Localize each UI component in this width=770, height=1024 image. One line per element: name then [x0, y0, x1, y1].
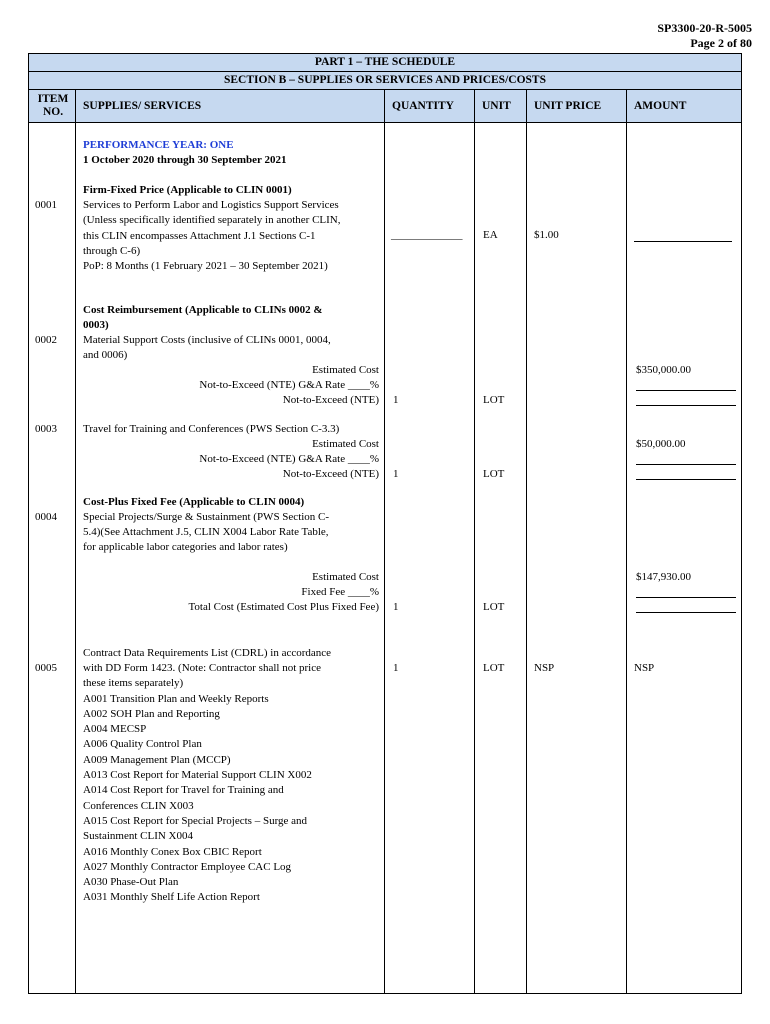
cdrl-line: these items separately) — [83, 677, 184, 690]
clin-0003-rate-blank — [636, 464, 736, 465]
cdrl-line: A004 MECSP — [83, 723, 147, 736]
clin-0003-quantity: 1 — [393, 468, 399, 480]
description-line: through C-6) — [83, 244, 141, 257]
cr-heading-line1: Cost Reimbursement (Applicable to CLINs 0002 & — [83, 304, 323, 316]
description-line: this CLIN encompasses Attachment J.1 Sections C-1 — [83, 229, 316, 242]
cpff-heading: Cost-Plus Fixed Fee (Applicable to CLIN 0004) — [83, 496, 305, 508]
clin-0004-item: 0004 — [35, 511, 57, 523]
cdrl-line: A009 Management Plan (MCCP) — [83, 753, 231, 766]
part-heading: PART 1 – THE SCHEDULE — [29, 54, 741, 72]
description-line: (Unless specifically identified separately in another CLIN, — [83, 214, 341, 227]
description-line: Services to Perform Labor and Logistics Support Services — [83, 199, 339, 211]
cdrl-line: A027 Monthly Contractor Employee CAC Log — [83, 860, 292, 873]
column-header-unit: UNIT — [482, 100, 511, 112]
clin-0005-amount: NSP — [634, 662, 655, 674]
cdrl-line: Conferences CLIN X003 — [83, 799, 194, 812]
clin-0002-nte-blank — [636, 405, 736, 406]
clin-0002-quantity: 1 — [393, 394, 399, 406]
clin-0005-item: 0005 — [35, 662, 57, 674]
clin-0003-description: Travel for Training and Conferences (PWS Section C-3.3) — [83, 423, 340, 435]
clin-0005-description-line: Contract Data Requirements List (CDRL) in accordance — [83, 647, 332, 659]
clin-0002-unit: LOT — [483, 394, 505, 406]
clin-0002-item: 0002 — [35, 334, 57, 346]
clin-0004-est-cost-label: Estimated Cost — [312, 571, 379, 583]
cr-heading-line2: 0003) — [83, 319, 109, 331]
clin-0001-amount-blank — [634, 241, 732, 242]
clin-0002-est-cost-label: Estimated Cost — [312, 364, 379, 376]
clin-0003-rate-label: Not-to-Exceed (NTE) G&A Rate ____% — [199, 453, 379, 465]
clin-0001-unit: EA — [483, 229, 498, 241]
cdrl-list — [83, 661, 321, 906]
clin-0001-quantity-blank: _____________ — [391, 229, 463, 241]
clin-0002-description-line: Material Support Costs (inclusive of CLINs 0001, 0004, — [83, 334, 331, 346]
item-header-line1: ITEM — [37, 93, 69, 105]
column-divider — [75, 90, 76, 993]
clin-0002-amount: $350,000.00 — [636, 364, 691, 376]
column-divider — [384, 90, 385, 993]
cdrl-line: A013 Cost Report for Material Support CLIN X002 — [83, 769, 312, 782]
description-line: PoP: 8 Months (1 February 2021 – 30 September 2021) — [83, 260, 328, 273]
column-header-quantity: QUANTITY — [392, 100, 454, 112]
performance-period: 1 October 2020 through 30 September 2021 — [83, 154, 287, 166]
column-header-row — [29, 90, 741, 123]
clin-0003-amount: $50,000.00 — [636, 438, 686, 450]
column-header-amount: AMOUNT — [634, 100, 687, 112]
clin-0004-fee-blank — [636, 597, 736, 598]
cdrl-line: Sustainment CLIN X004 — [83, 830, 193, 843]
clin-0003-unit: LOT — [483, 468, 505, 480]
cdrl-line: A031 Monthly Shelf Life Action Report — [83, 891, 260, 904]
clin-0002-description-line: and 0006) — [83, 349, 128, 361]
item-header-line2: NO. — [42, 106, 64, 118]
clin-0001-description — [83, 198, 341, 274]
clin-0004-description-line: for applicable labor categories and labor rates) — [83, 541, 288, 553]
cdrl-line: A014 Cost Report for Travel for Training and — [83, 784, 284, 797]
column-header-unit-price: UNIT PRICE — [534, 100, 602, 112]
cdrl-line: A015 Cost Report for Special Projects – Surge and — [83, 814, 308, 827]
cdrl-line: A016 Monthly Conex Box CBIC Report — [83, 845, 262, 858]
clin-0003-nte-label: Not-to-Exceed (NTE) — [282, 468, 379, 480]
column-divider — [526, 90, 527, 993]
page-number: Page 2 of 80 — [690, 36, 752, 50]
section-heading: SECTION B – SUPPLIES OR SERVICES AND PRICES/COSTS — [29, 72, 741, 90]
clin-0001-item: 0001 — [35, 199, 57, 211]
clin-0004-description-line: 5.4)(See Attachment J.5, CLIN X004 Labor Rate Table, — [83, 526, 329, 538]
clin-0004-total-label: Total Cost (Estimated Cost Plus Fixed Fee) — [188, 601, 379, 613]
clin-0001-unit-price: $1.00 — [534, 229, 559, 241]
cdrl-line: A006 Quality Control Plan — [83, 738, 202, 751]
performance-year-title: PERFORMANCE YEAR: ONE — [83, 139, 234, 151]
clin-0005-unit: LOT — [483, 662, 505, 674]
clin-0004-description-line: Special Projects/Surge & Sustainment (PWS Section C- — [83, 511, 330, 523]
document-number: SP3300-20-R-5005 — [657, 21, 752, 35]
column-header-supplies: SUPPLIES/ SERVICES — [83, 100, 202, 112]
clin-0003-est-cost-label: Estimated Cost — [312, 438, 379, 450]
clin-0003-item: 0003 — [35, 423, 57, 435]
column-header-item — [31, 90, 75, 122]
cdrl-line: A001 Transition Plan and Weekly Reports — [83, 692, 269, 705]
cdrl-line: A002 SOH Plan and Reporting — [83, 707, 220, 720]
clin-0002-rate-blank — [636, 390, 736, 391]
clin-0004-fee-label: Fixed Fee ____% — [301, 586, 379, 598]
clin-0004-total-blank — [636, 612, 736, 613]
clin-0004-unit: LOT — [483, 601, 505, 613]
clin-0004-quantity: 1 — [393, 601, 399, 613]
schedule-table — [28, 53, 742, 994]
clin-0005-quantity: 1 — [393, 662, 399, 674]
cdrl-line: A030 Phase-Out Plan — [83, 876, 179, 889]
column-divider — [626, 90, 627, 993]
clin-0002-rate-label: Not-to-Exceed (NTE) G&A Rate ____% — [199, 379, 379, 391]
column-divider — [474, 90, 475, 993]
cdrl-line: with DD Form 1423. (Note: Contractor shall not price — [83, 662, 321, 674]
clin-0003-nte-blank — [636, 479, 736, 480]
clin-0005-unit-price: NSP — [534, 662, 555, 674]
clin-0004-amount: $147,930.00 — [636, 571, 691, 583]
ffp-heading: Firm-Fixed Price (Applicable to CLIN 0001) — [83, 184, 292, 196]
clin-0002-nte-label: Not-to-Exceed (NTE) — [282, 394, 379, 406]
